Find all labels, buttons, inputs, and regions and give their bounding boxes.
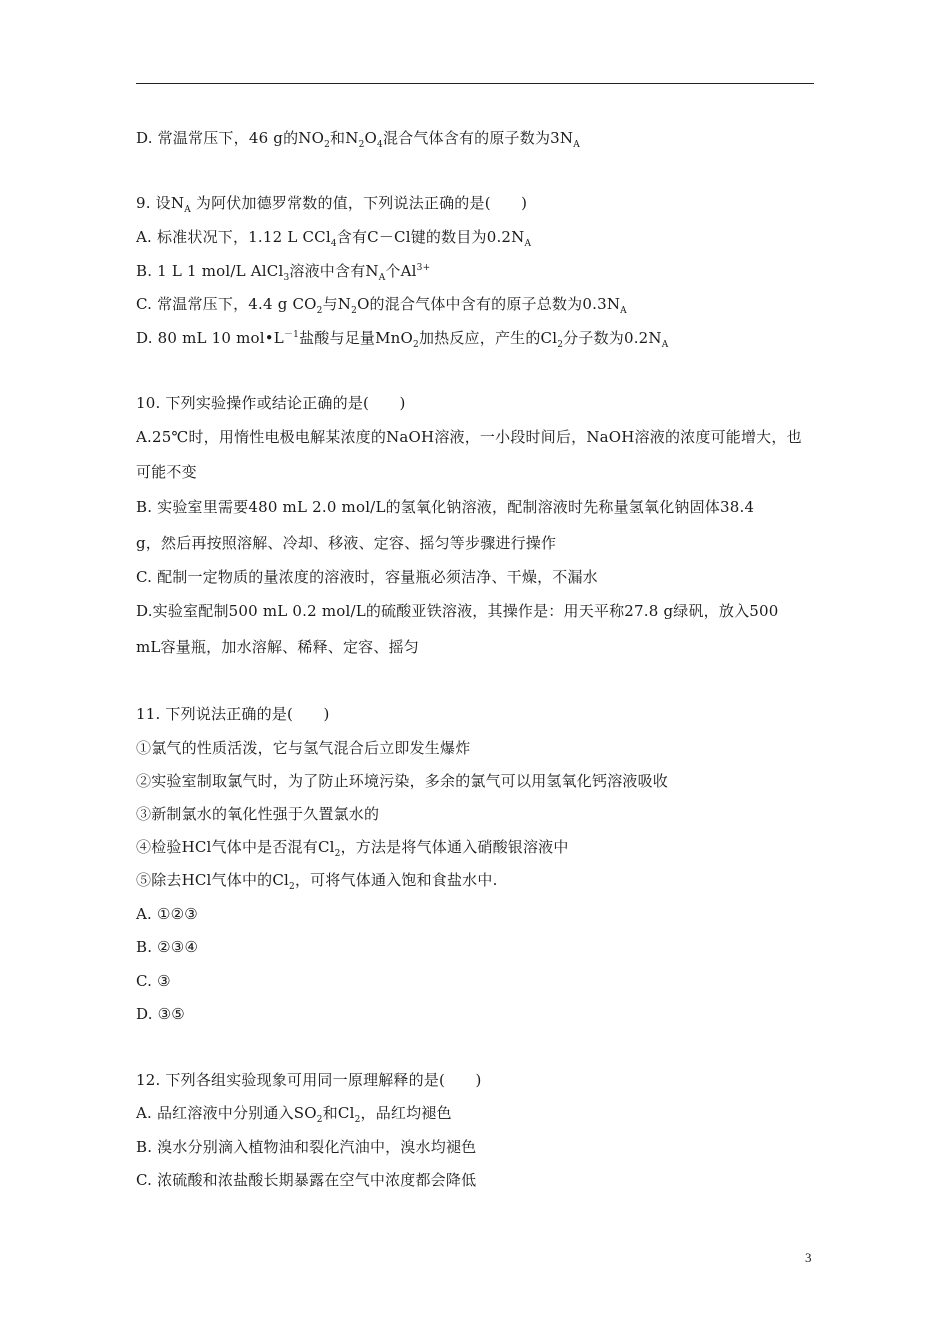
q10-option-a-line1: A.25℃时，用惰性电极电解某浓度的NaOH溶液，一小段时间后，NaOH溶液的浓度可能增大，也 (136, 428, 802, 446)
q10-option-d-line1: D.实验室配制500 mL 0.2 mol/L的硫酸亚铁溶液，其操作是：用天平称27.8 g绿矾，放入500 (136, 602, 779, 620)
page-number: 3 (805, 1250, 812, 1265)
q11-statement-1: ①氯气的性质活泼，它与氢气混合后立即发生爆炸 (136, 739, 471, 757)
q9-stem: 9. 设$N_A$ 为阿伏加德罗常数的值，下列说法正确的是( ) (136, 194, 528, 215)
q12-option-a: A. 品红溶液中分别通入$SO_2$和$Cl_2$，品红均褪色 (136, 1104, 452, 1125)
q9-option-b: B. 1 L 1 mol/L AlCl$_3$溶液中含有$N_A$个$Al^{3+}$ (136, 262, 431, 283)
q12-option-c: C. 浓硫酸和浓盐酸长期暴露在空气中浓度都会降低 (136, 1171, 477, 1189)
q10-stem: 10. 下列实验操作或结论正确的是( ) (136, 394, 406, 412)
q8-option-d: D. 常温常压下，46 g的$NO_2$和$N_2O_4$混合气体含有的原子数为$3N_A$ (136, 129, 580, 150)
q10-option-d-line2: mL容量瓶，加水溶解、稀释、定容、摇匀 (136, 638, 419, 656)
q11-option-c: C. ③ (136, 972, 171, 990)
q9-option-a: A. 标准状况下，1.12 L CCl$_4$含有C－Cl键的数目为$0.2N_A$ (136, 228, 532, 249)
q11-statement-5: ⑤除去HCl气体中的$Cl_2$，可将气体通入饱和食盐水中. (136, 871, 498, 892)
q11-stem: 11. 下列说法正确的是( ) (136, 705, 330, 723)
q9-option-c: C. 常温常压下，4.4 g $CO_2$与$N_2O$的混合气体中含有的原子总数为$0.3N_A$ (136, 295, 627, 316)
q11-statement-3: ③新制氯水的氧化性强于久置氯水的 (136, 805, 380, 823)
header-rule (136, 83, 814, 84)
q12-stem: 12. 下列各组实验现象可用同一原理解释的是( ) (136, 1071, 482, 1089)
q10-option-b-line2: g，然后再按照溶解、冷却、移液、定容、摇匀等步骤进行操作 (136, 534, 557, 552)
q10-option-b-line1: B. 实验室里需要480 mL 2.0 mol/L的氢氧化钠溶液，配制溶液时先称量氢氧化钠固体38.4 (136, 498, 755, 516)
q10-option-a-line2: 可能不变 (136, 463, 197, 481)
q11-option-d: D. ③⑤ (136, 1005, 185, 1023)
q11-option-b: B. ②③④ (136, 938, 199, 956)
q12-option-b: B. 溴水分别滴入植物油和裂化汽油中，溴水均褪色 (136, 1138, 477, 1156)
q11-statement-4: ④检验HCl气体中是否混有$Cl_2$，方法是将气体通入硝酸银溶液中 (136, 838, 569, 859)
q11-option-a: A. ①②③ (136, 905, 198, 923)
q11-statement-2: ②实验室制取氯气时，为了防止环境污染，多余的氯气可以用氢氧化钙溶液吸收 (136, 772, 669, 790)
q10-option-c: C. 配制一定物质的量浓度的溶液时，容量瓶必须洁净、干燥，不漏水 (136, 568, 598, 586)
q9-option-d: D. 80 mL 10 $mol•L^{-1}$盐酸与足量MnO$_2$加热反应，产生的$Cl_2$分子数为$0.2N_A$ (136, 329, 669, 350)
